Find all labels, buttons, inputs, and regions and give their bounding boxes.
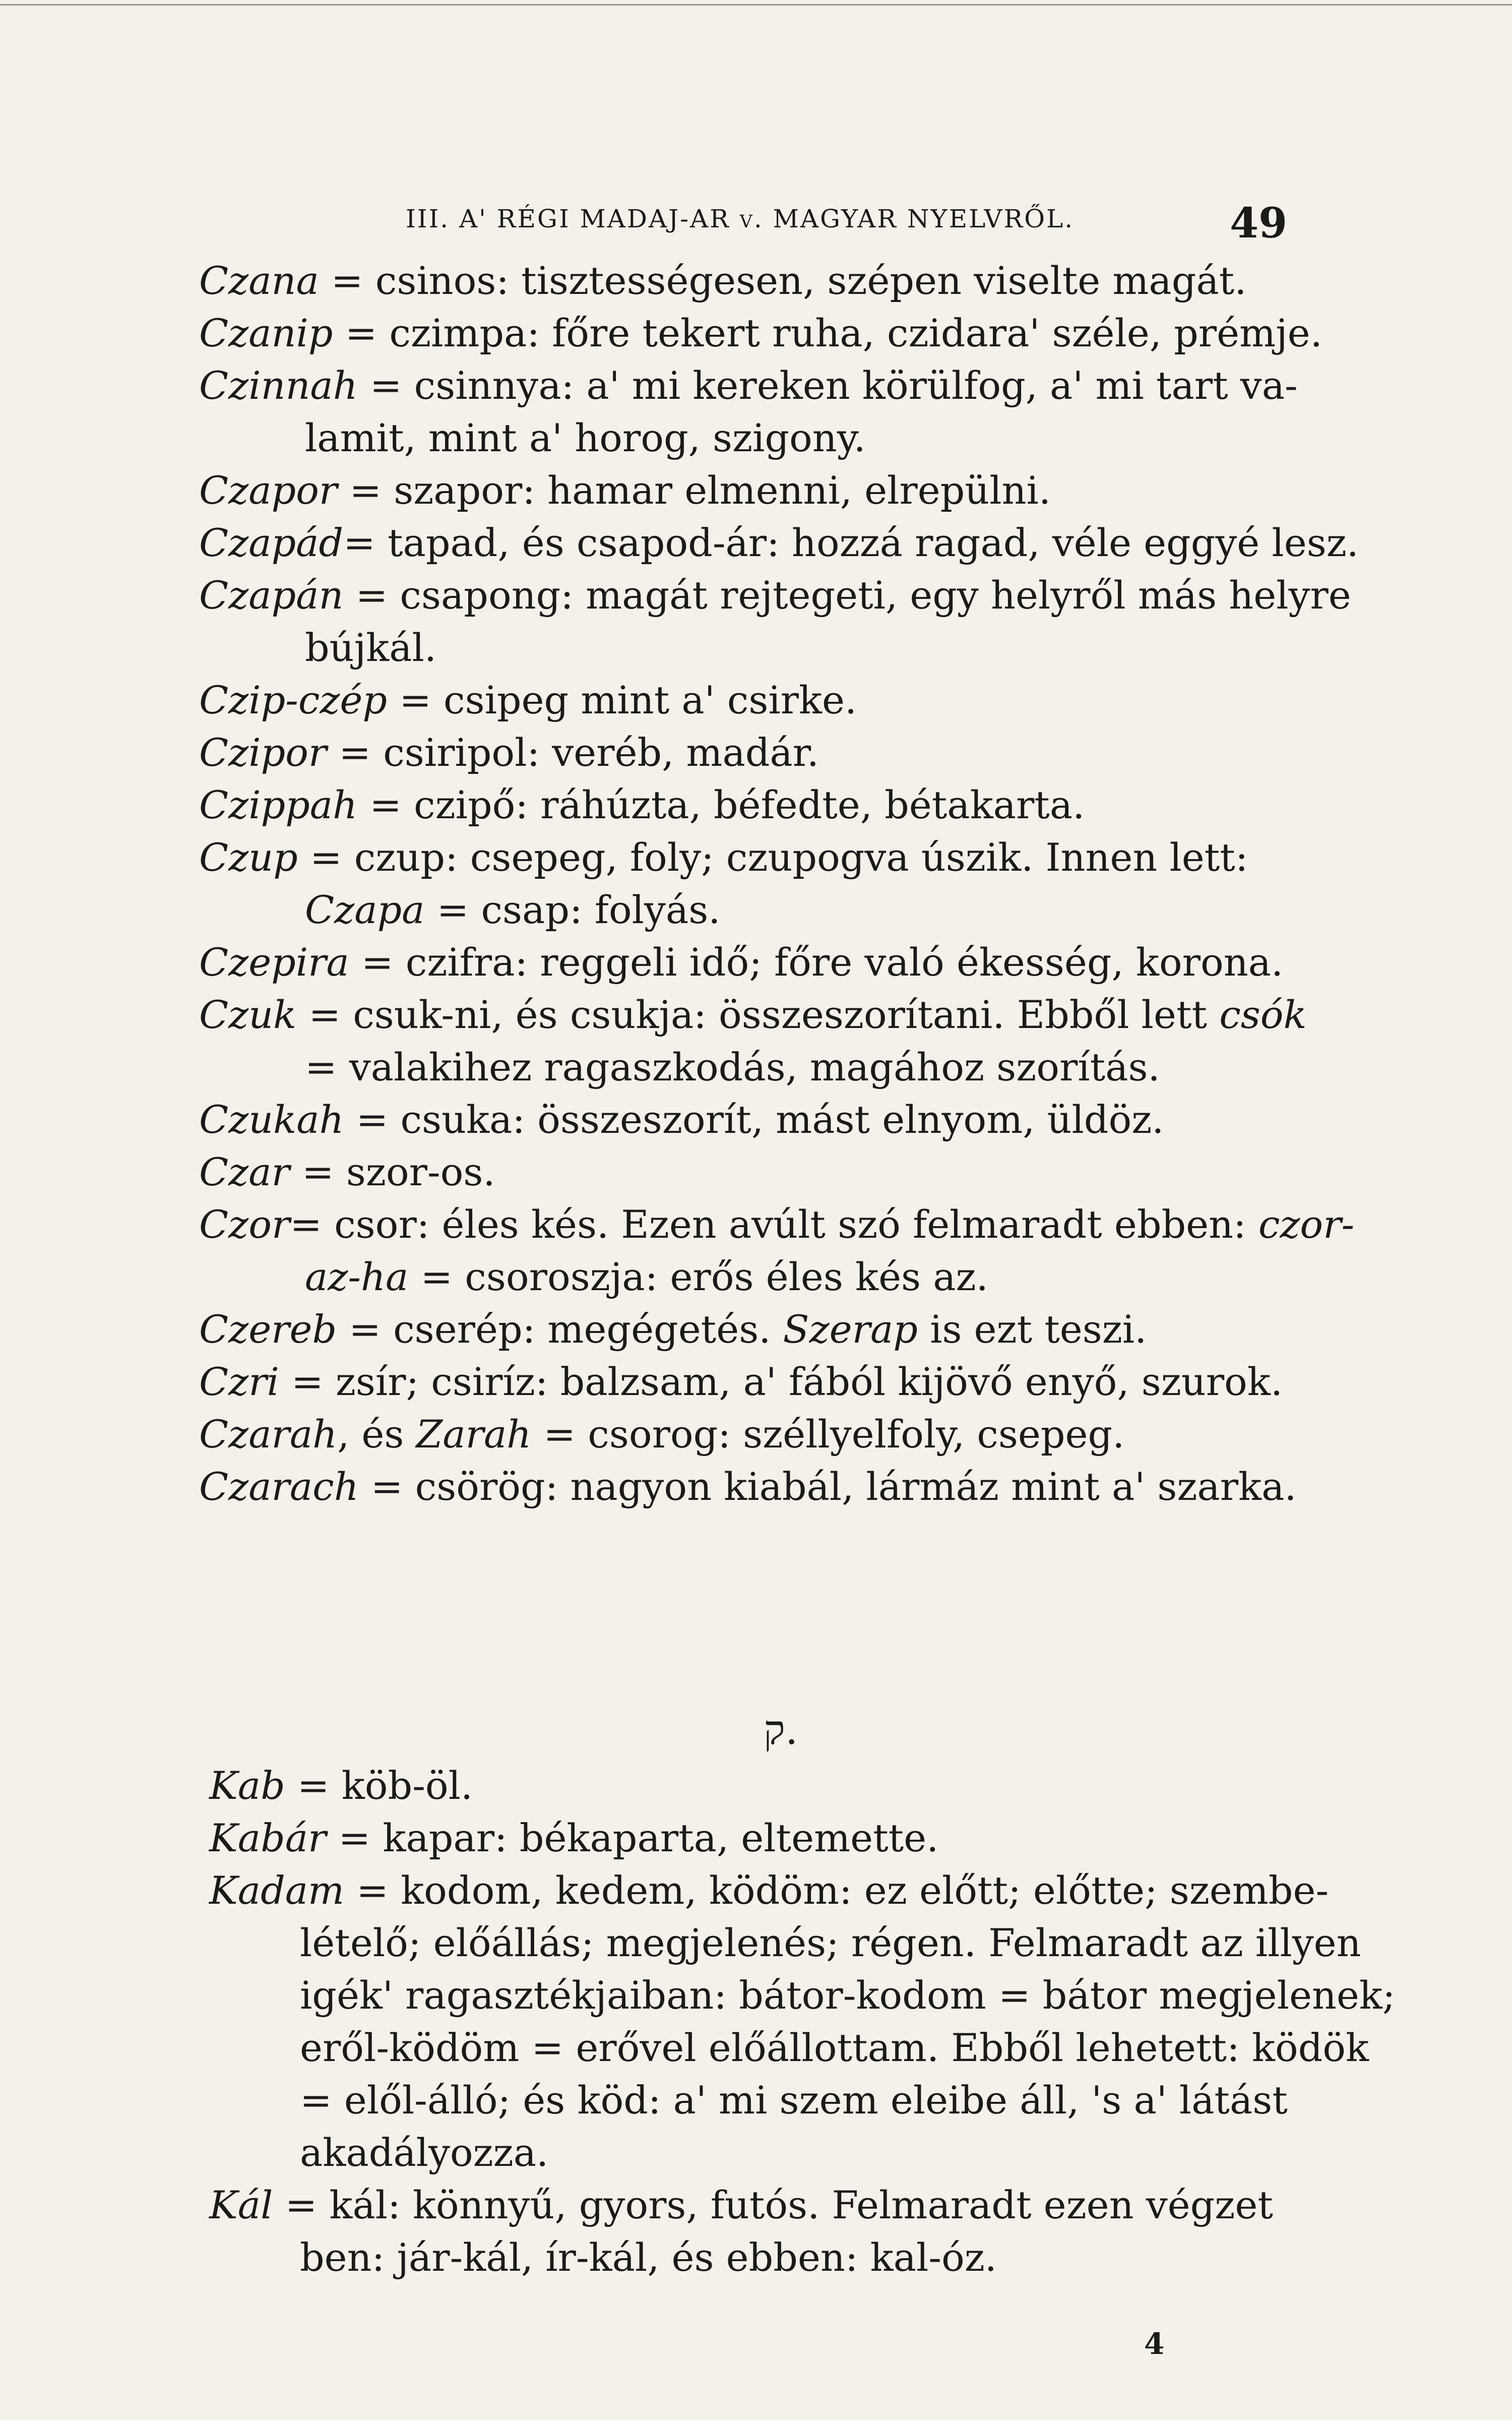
running-head: III. A' RÉGI MADAJ-AR v. MAGYAR NYELVRŐL. [406,204,1075,233]
headword: Czri [199,1359,279,1404]
entry-line [209,2179,1368,2231]
entry-continuation [209,2074,1368,2127]
definition: = kál: könnyű, gyors, futós. Felmaradt ezen végzet [273,2183,1273,2227]
headword: Czipor [199,730,327,775]
definition: = kodom, kedem, ködöm: ez előtt; előtte; szembe- [344,1868,1329,1913]
definition: = szapor: hamar elmenni, elrepülni. [337,468,1051,513]
definition: = csiripol: veréb, madár. [327,730,819,775]
entry-line [199,727,1358,779]
entry-continuation [199,1251,1358,1303]
entry-line [209,1812,1368,1864]
headword: Kab [209,1763,285,1808]
entry-line [199,255,1358,307]
definition: = csapong: magát rejtegeti, egy helyről más helyre [343,573,1351,618]
headword: az-ha [305,1254,409,1299]
entry-continuation [209,1917,1368,1969]
headword-inline: csók [1219,992,1307,1037]
section-letter-qof: ק. [764,1707,798,1753]
definition: = csinos: tisztességesen, szépen viselte magát. [319,258,1247,303]
entry-line [199,569,1358,622]
entry-line [199,1198,1358,1251]
definition: = czifra: reggeli idő; főre való ékesség, korona. [349,940,1284,985]
headword: Czana [199,258,319,303]
entry-continuation [209,1969,1396,2022]
entry-line [199,936,1358,989]
definition: = csoroszja: erős éles kés az. [408,1254,988,1299]
entry-line [209,1864,1368,1917]
definition: = csuka: összeszorít, mást elnyom, üldöz. [344,1097,1164,1142]
entry-continuation [199,1041,1358,1094]
headword-inline: Szerap [783,1307,918,1352]
entry-line [199,1461,1358,1513]
definition: = köb-öl. [285,1763,473,1808]
definition: = zsír; csiríz: balzsam, a' fából kijövő enyő, szurok. [279,1359,1283,1404]
definition: = csor: éles kés. Ezen avúlt szó felmaradt ebben: [290,1202,1258,1247]
entry-line [199,307,1358,359]
headword: Czinnah [199,363,358,408]
headword: Czippah [199,782,358,827]
headword-inline: Zarah [416,1412,532,1457]
headword: Czukah [199,1097,344,1142]
definition: = csipeg mint a' csirke. [387,678,857,722]
definition: = elől-álló; és köd: a' mi szem eleibe áll, 's a' látást [300,2078,1288,2123]
definition: = csorog: széllyelfoly, csepeg. [531,1412,1125,1457]
entry-line [199,831,1358,884]
definition: , és [337,1412,416,1457]
definition: ben: jár-kál, ír-kál, és ebben: kal-óz. [300,2235,997,2280]
headword: Czepira [199,940,349,985]
top-edge-rule [0,4,1512,6]
definition: bújkál. [305,625,436,670]
entry-subentry [199,884,1358,936]
entry-line [199,1146,1358,1198]
entry-line [199,464,1358,517]
headword-inline: czor- [1258,1202,1355,1247]
signature-mark: 4 [1144,2327,1165,2361]
entry-line [199,359,1358,412]
entries-section-tsade [199,255,1358,1513]
entries-section-qof [209,1760,1396,2284]
headword: Czapor [199,468,338,513]
entry-line [199,1094,1358,1146]
definition: = csörög: nagyon kiabál, lármáz mint a' szarka. [358,1464,1297,1509]
headword: Kadam [209,1868,345,1913]
headword: Czar [199,1150,290,1194]
definition: lamit, mint a' horog, szigony. [305,415,866,460]
definition: = szor-os. [289,1150,495,1194]
headword: Czarah [199,1412,338,1457]
definition: eről-ködöm = erővel előállottam. Ebből lehetett: ködök [300,2025,1369,2070]
headword: Czapa [305,887,425,932]
headword: Czapán [199,573,344,618]
entry-line [199,1356,1358,1408]
definition: = kapar: békaparta, eltemette. [326,1816,939,1860]
entry-line [199,1303,1358,1356]
page-number: 49 [1230,199,1288,248]
definition: = czup: csepeg, foly; czupogva úszik. Innen lett: [297,835,1248,880]
entry-line [199,517,1358,569]
entry-line [199,989,1358,1041]
entry-continuation [199,622,1358,674]
entry-continuation [209,2231,1368,2284]
definition: = czipő: ráhúzta, béfedte, bétakarta. [357,782,1085,827]
headword: Czup [199,835,298,880]
entry-continuation [209,2127,1368,2179]
entry-line [199,674,1358,727]
entry-continuation [199,412,1358,464]
headword: Czereb [199,1307,337,1352]
headword: Czuk [199,992,297,1037]
entry-continuation [209,2022,1368,2074]
headword: Czapád [199,520,344,565]
entry-line [209,1760,1368,1812]
definition: = cserép: megégetés. [337,1307,783,1352]
headword: Czip-czép [199,678,388,722]
headword: Czarach [199,1464,359,1509]
definition: akadályozza. [300,2130,549,2175]
definition: is ezt teszi. [917,1307,1147,1352]
definition: lételő; előállás; megjelenés; régen. Felmaradt az illyen [300,1920,1361,1965]
headword: Czanip [199,311,333,355]
definition: = csinnya: a' mi kereken körülfog, a' mi tart va- [357,363,1298,408]
definition: = csuk-ni, és csukja: összeszorítani. Ebből lett [296,992,1220,1037]
definition: = csap: folyás. [424,887,721,932]
definition: = czimpa: főre tekert ruha, czidara' széle, prémje. [333,311,1322,355]
definition: = tapad, és csapod-ár: hozzá ragad, véle eggyé lesz. [343,520,1359,565]
headword: Czor [199,1202,290,1247]
headword: Kál [209,2183,273,2227]
entry-line [199,1408,1358,1461]
headword: Kabár [209,1816,327,1860]
definition: igék' ragasztékjaiban: bátor-kodom = bátor megjelenek; [300,1973,1396,2018]
entry-line [199,779,1358,831]
definition: = valakihez ragaszkodás, magához szorítás. [305,1045,1160,1090]
